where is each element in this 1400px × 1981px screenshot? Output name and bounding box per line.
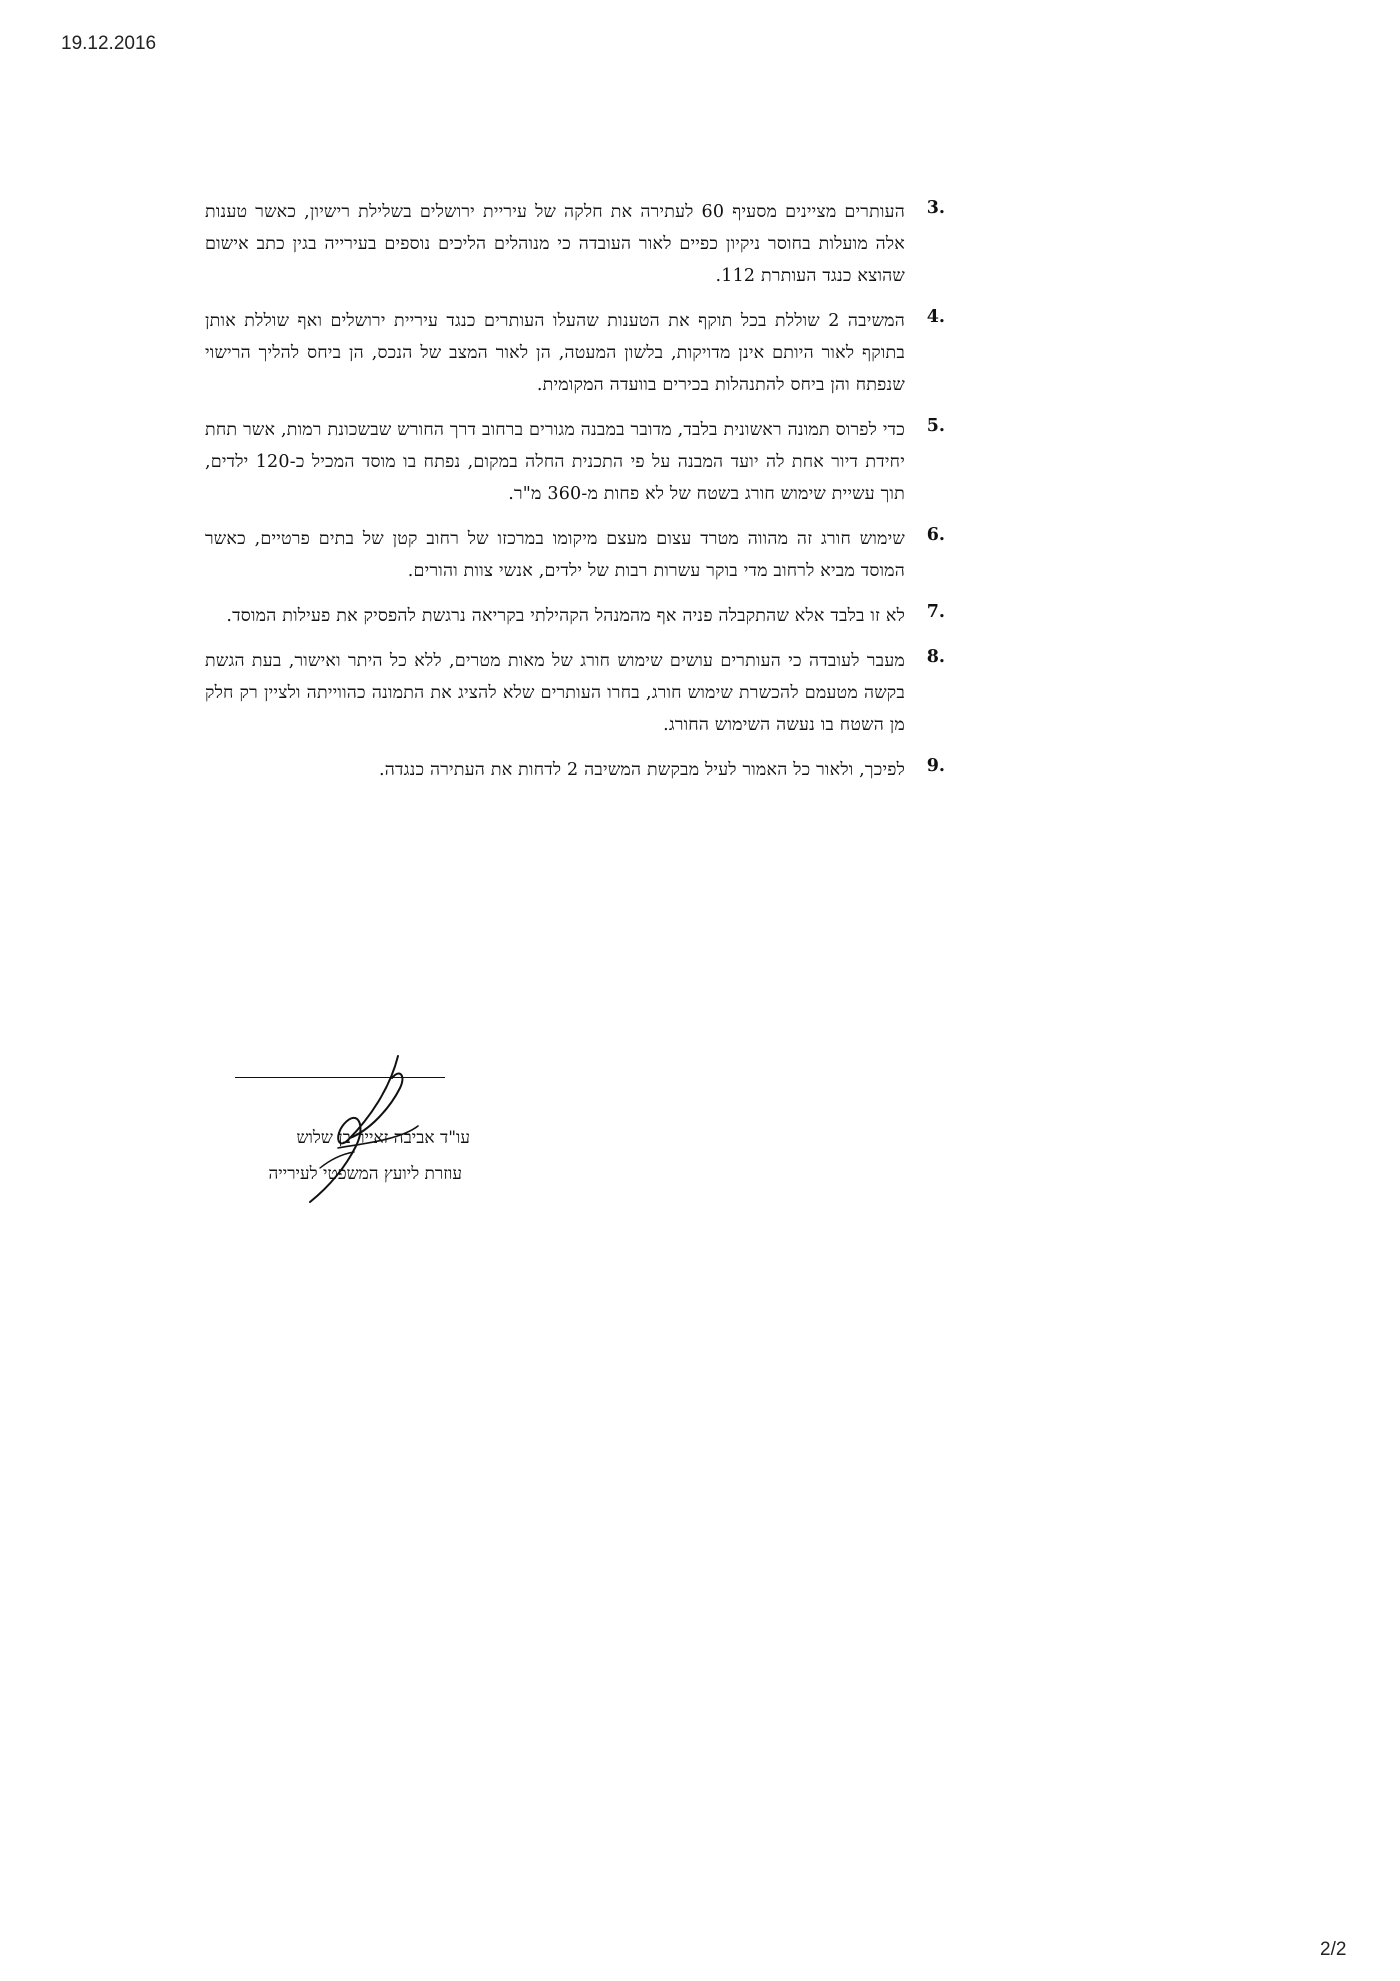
- paragraph-9: [205, 754, 945, 786]
- paragraph-6: [205, 523, 945, 587]
- paragraph-text: מעבר לעובדה כי העותרים עושים שימוש חורג של מאות מטרים, ללא כל היתר ואישור, בעת הגשת בקשה מטעמם להכשרת שימוש חורג, בחרו העותרים שלא להציג את התמונה כהווייתה ולציין רק חלק מן השטח בו נעשה השימוש החורג.: [205, 651, 905, 735]
- paragraph-text: העותרים מציינים מסעיף 60 לעתירה את חלקה של עיריית ירושלים בשלילת רישיון, כאשר טענות אלה מועלות בחוסר ניקיון כפיים לאור העובדה כי מנוהלים הליכים נוספים בעירייה בגין כתב אישום שהוצא כנגד העותרת 112.: [205, 202, 906, 286]
- paragraph-number: .9: [926, 756, 945, 776]
- paragraph-text: כדי לפרוס תמונה ראשונית בלבד, מדובר במבנה מגורים ברחוב דרך החורש שבשכונת רמות, אשר תחת יחידת דיור אחת לה יועד המבנה על פי התכנית החלה במקום, נפתח בו מוסד המכיל כ-120 ילדים, תוך עשיית שימוש חורג בשטח של לא פחות מ-360 מ"ר.: [205, 420, 905, 504]
- print-date: 19.12.2016: [61, 33, 157, 54]
- paragraph-text: המשיבה 2 שוללת בכל תוקף את הטענות שהעלו העותרים כנגד עיריית ירושלים ואף שוללת אותן בתוקף לאור היותם אינן מדויקות, בלשון המעטה, הן לאור המצב של הנכס, הן ביחס להליך הרישוי שנפתח והן ביחס להתנהלות בכירים בוועדה המקומית.: [205, 311, 905, 395]
- signatory-title: עוזרת ליועץ המשפטי לעירייה: [268, 1164, 462, 1184]
- paragraph-5: [205, 414, 945, 510]
- paragraph-4: [205, 305, 945, 401]
- paragraph-3: [205, 196, 945, 292]
- paragraph-number: .3: [926, 198, 945, 218]
- paragraph-text: לפיכך, ולאור כל האמור לעיל מבקשת המשיבה 2 לדחות את העתירה כנגדה.: [378, 760, 905, 780]
- paragraph-number: .8: [926, 647, 945, 667]
- paragraph-number: .7: [926, 602, 945, 622]
- paragraph-text: לא זו בלבד אלא שהתקבלה פניה אף מהמנהל הקהילתי בקריאה נרגשת להפסיק את פעילות המוסד.: [226, 606, 905, 626]
- signatory-name: עו"ד אביבה זאייר בן שלוש: [296, 1128, 470, 1148]
- paragraph-number: .5: [926, 416, 945, 436]
- paragraph-number: .4: [926, 307, 945, 327]
- paragraph-7: [205, 600, 945, 632]
- page-number: 2/2: [1320, 1939, 1347, 1960]
- document-body: [205, 196, 945, 799]
- paragraph-text: שימוש חורג זה מהווה מטרד עצום מעצם מיקומו במרכזו של רחוב קטן של בתים פרטיים, כאשר המוסד מביא לרחוב מדי בוקר עשרות רבות של ילדים, אנשי צוות והורים.: [205, 529, 905, 581]
- paragraph-number: .6: [926, 525, 945, 545]
- paragraph-8: [205, 645, 945, 741]
